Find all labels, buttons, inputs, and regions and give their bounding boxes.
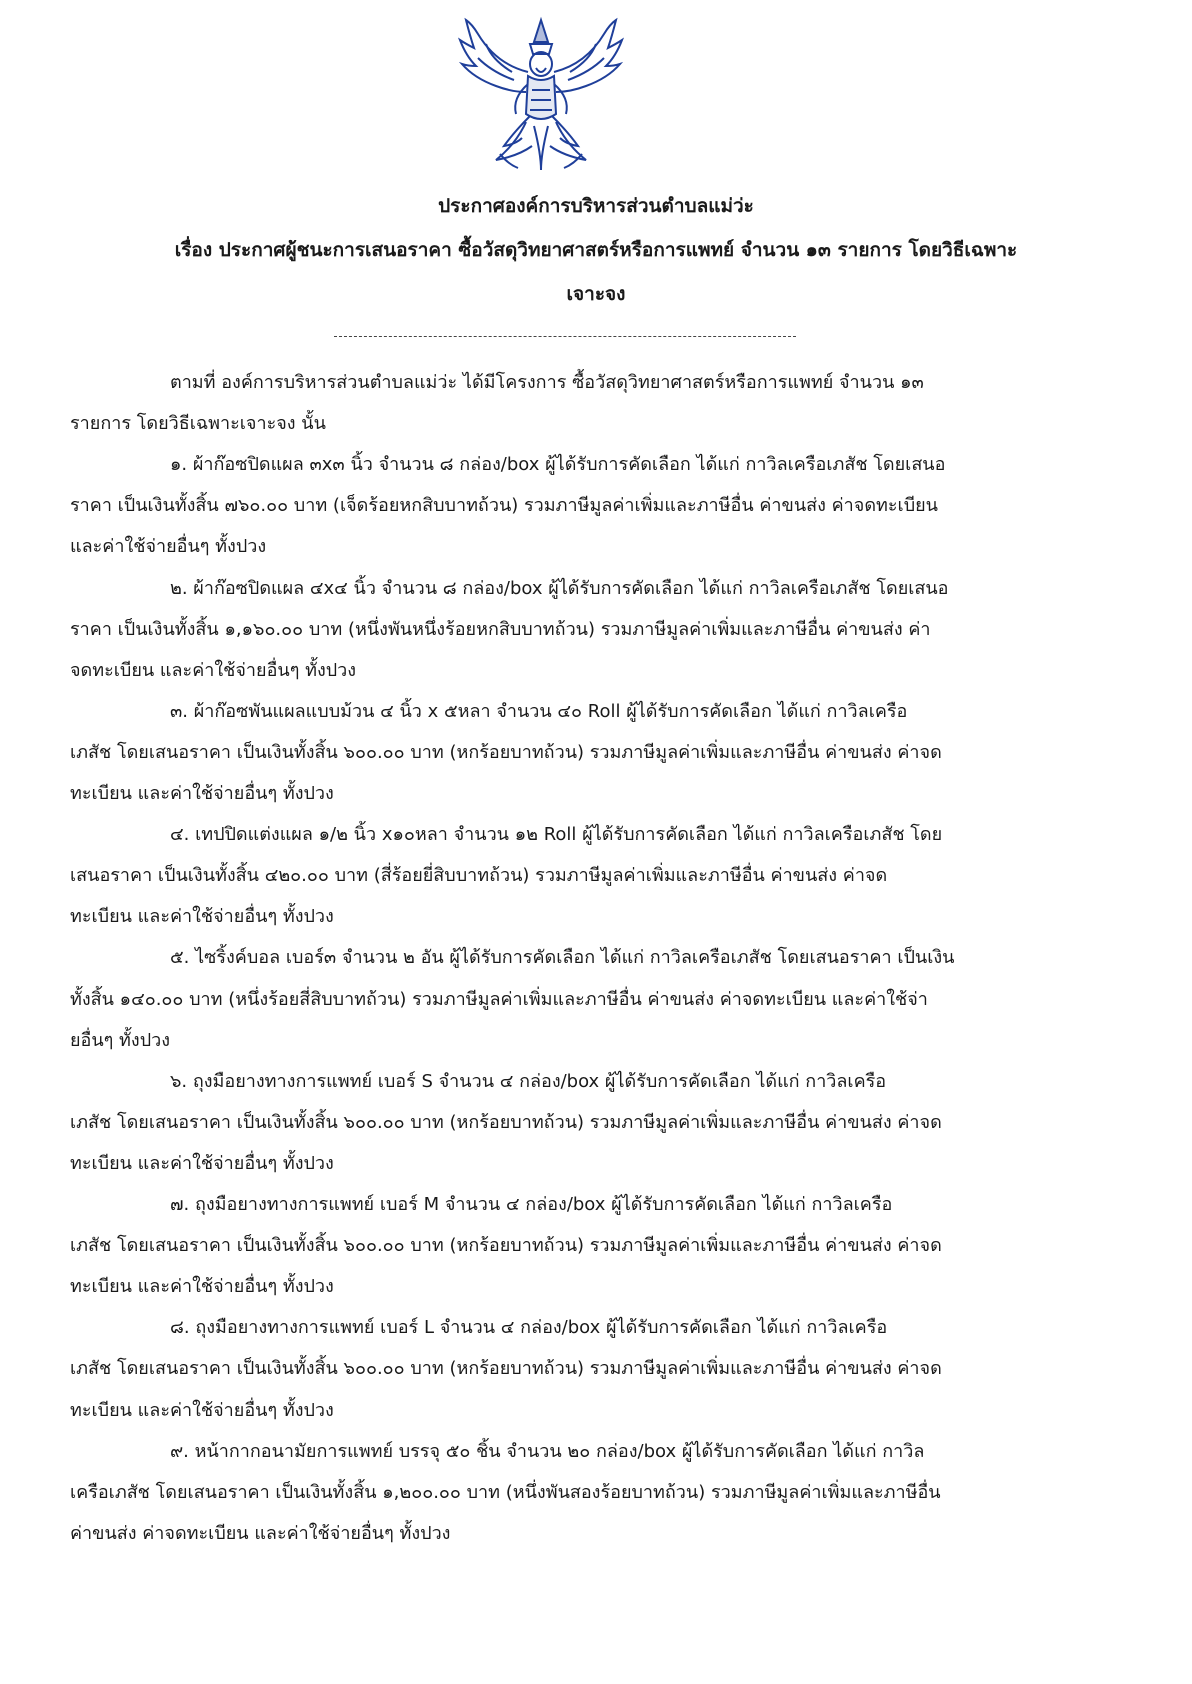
announcement-subject: เรื่อง ประกาศผู้ชนะการเสนอราคา ซื้อวัสดุวิทยาศาสตร์หรือการแพทย์ จำนวน ๑๓ รายการ โดยวิธีเฉพาะ — [174, 239, 1018, 261]
body-text-line: ๑. ผ้าก๊อซปิดแผล ๓x๓ นิ้ว จำนวน ๘ กล่อง/box ผู้ได้รับการคัดเลือก ได้แก่ กาวิลเครือเภสัช โดยเสนอ — [170, 454, 946, 476]
body-text-line: ๗. ถุงมือยางทางการแพทย์ เบอร์ M จำนวน ๔ กล่อง/box ผู้ได้รับการคัดเลือก ได้แก่ กาวิลเครือ — [170, 1194, 893, 1215]
body-text-line: ๔. เทปปิดแต่งแผล ๑/๒ นิ้ว x๑๐หลา จำนวน ๑๒ Roll ผู้ได้รับการคัดเลือก ได้แก่ กาวิลเครือเภสัช โดย — [170, 824, 943, 846]
body-text-line: ราคา เป็นเงินทั้งสิ้น ๗๖๐.๐๐ บาท (เจ็ดร้อยหกสิบบาทถ้วน) รวมภาษีมูลค่าเพิ่มและภาษีอื่น ค่าขนส่ง ค่าจดทะเบียน — [70, 495, 938, 517]
announcement-title: ประกาศองค์การบริหารส่วนตำบลแม่ว่ะ — [438, 195, 754, 217]
body-text-line: ยอื่นๆ ทั้งปวง — [70, 1029, 171, 1051]
body-text-line: ค่าขนส่ง ค่าจดทะเบียน และค่าใช้จ่ายอื่นๆ ทั้งปวง — [70, 1522, 451, 1544]
body-text-line: และค่าใช้จ่ายอื่นๆ ทั้งปวง — [70, 536, 267, 558]
body-text-line: เครือเภสัช โดยเสนอราคา เป็นเงินทั้งสิ้น ๑,๒๐๐.๐๐ บาท (หนึ่งพันสองร้อยบาทถ้วน) รวมภาษีมูลค่าเพิ่มและภาษีอื่น — [70, 1481, 941, 1503]
garuda-emblem-icon — [456, 14, 626, 174]
intro-paragraph-line: ตามที่ องค์การบริหารส่วนตำบลแม่ว่ะ ได้มีโครงการ ซื้อวัสดุวิทยาศาสตร์หรือการแพทย์ จำนวน ๑๓ — [170, 372, 924, 393]
body-text-line: ทะเบียน และค่าใช้จ่ายอื่นๆ ทั้งปวง — [70, 906, 334, 928]
body-text-line: รายการ โดยวิธีเฉพาะเจาะจง นั้น — [70, 413, 326, 435]
body-text-line: เสนอราคา เป็นเงินทั้งสิ้น ๔๒๐.๐๐ บาท (สี่ร้อยยี่สิบบาทถ้วน) รวมภาษีมูลค่าเพิ่มและภาษีอื่น ค่าขนส่ง ค่าจด — [70, 865, 888, 887]
body-text-line: เภสัช โดยเสนอราคา เป็นเงินทั้งสิ้น ๖๐๐.๐๐ บาท (หกร้อยบาทถ้วน) รวมภาษีมูลค่าเพิ่มและภาษีอื่น ค่าขนส่ง ค่าจด — [70, 1358, 942, 1380]
body-text-line: ทะเบียน และค่าใช้จ่ายอื่นๆ ทั้งปวง — [70, 783, 334, 804]
body-text-line: ๓. ผ้าก๊อซพันแผลแบบม้วน ๔ นิ้ว x ๕หลา จำนวน ๔๐ Roll ผู้ได้รับการคัดเลือก ได้แก่ กาวิลเครือ — [170, 700, 908, 722]
body-text-line: ๘. ถุงมือยางทางการแพทย์ เบอร์ L จำนวน ๔ กล่อง/box ผู้ได้รับการคัดเลือก ได้แก่ กาวิลเครือ — [170, 1317, 888, 1339]
body-text-line: ทะเบียน และค่าใช้จ่ายอื่นๆ ทั้งปวง — [70, 1399, 334, 1421]
body-text-line: จดทะเบียน และค่าใช้จ่ายอื่นๆ ทั้งปวง — [70, 659, 357, 681]
body-text-line: ทะเบียน และค่าใช้จ่ายอื่นๆ ทั้งปวง — [70, 1276, 334, 1298]
body-text-line: ๙. หน้ากากอนามัยการแพทย์ บรรจุ ๕๐ ชิ้น จำนวน ๒๐ กล่อง/box ผู้ได้รับการคัดเลือก ได้แก่ กาวิล — [170, 1440, 925, 1462]
body-text-line: เภสัช โดยเสนอราคา เป็นเงินทั้งสิ้น ๖๐๐.๐๐ บาท (หกร้อยบาทถ้วน) รวมภาษีมูลค่าเพิ่มและภาษีอื่น ค่าขนส่ง ค่าจด — [70, 1235, 942, 1257]
announcement-subject-continued: เจาะจง — [566, 283, 626, 305]
body-text-line: ๕. ไซริ้งค์บอล เบอร์๓ จำนวน ๒ อัน ผู้ได้รับการคัดเลือก ได้แก่ กาวิลเครือเภสัช โดยเสนอราคา เป็นเงิน — [170, 947, 955, 969]
body-text-line: ทะเบียน และค่าใช้จ่ายอื่นๆ ทั้งปวง — [70, 1152, 334, 1174]
body-text-line: ๒. ผ้าก๊อซปิดแผล ๔x๔ นิ้ว จำนวน ๘ กล่อง/box ผู้ได้รับการคัดเลือก ได้แก่ กาวิลเครือเภสัช โดยเสนอ — [170, 577, 949, 599]
body-text-line: ทั้งสิ้น ๑๔๐.๐๐ บาท (หนึ่งร้อยสี่สิบบาทถ้วน) รวมภาษีมูลค่าเพิ่มและภาษีอื่น ค่าขนส่ง ค่าจดทะเบียน และค่าใช้จ่า — [70, 988, 928, 1010]
body-text-line: เภสัช โดยเสนอราคา เป็นเงินทั้งสิ้น ๖๐๐.๐๐ บาท (หกร้อยบาทถ้วน) รวมภาษีมูลค่าเพิ่มและภาษีอื่น ค่าขนส่ง ค่าจด — [70, 741, 942, 763]
title-divider — [334, 336, 796, 337]
body-text-line: ๖. ถุงมือยางทางการแพทย์ เบอร์ S จำนวน ๔ กล่อง/box ผู้ได้รับการคัดเลือก ได้แก่ กาวิลเครือ — [170, 1070, 887, 1092]
body-text-line: ราคา เป็นเงินทั้งสิ้น ๑,๑๖๐.๐๐ บาท (หนึ่งพันหนึ่งร้อยหกสิบบาทถ้วน) รวมภาษีมูลค่าเพิ่มและภาษีอื่น ค่าขนส่ง ค่า — [70, 618, 931, 640]
body-text-line: เภสัช โดยเสนอราคา เป็นเงินทั้งสิ้น ๖๐๐.๐๐ บาท (หกร้อยบาทถ้วน) รวมภาษีมูลค่าเพิ่มและภาษีอื่น ค่าขนส่ง ค่าจด — [70, 1111, 942, 1133]
